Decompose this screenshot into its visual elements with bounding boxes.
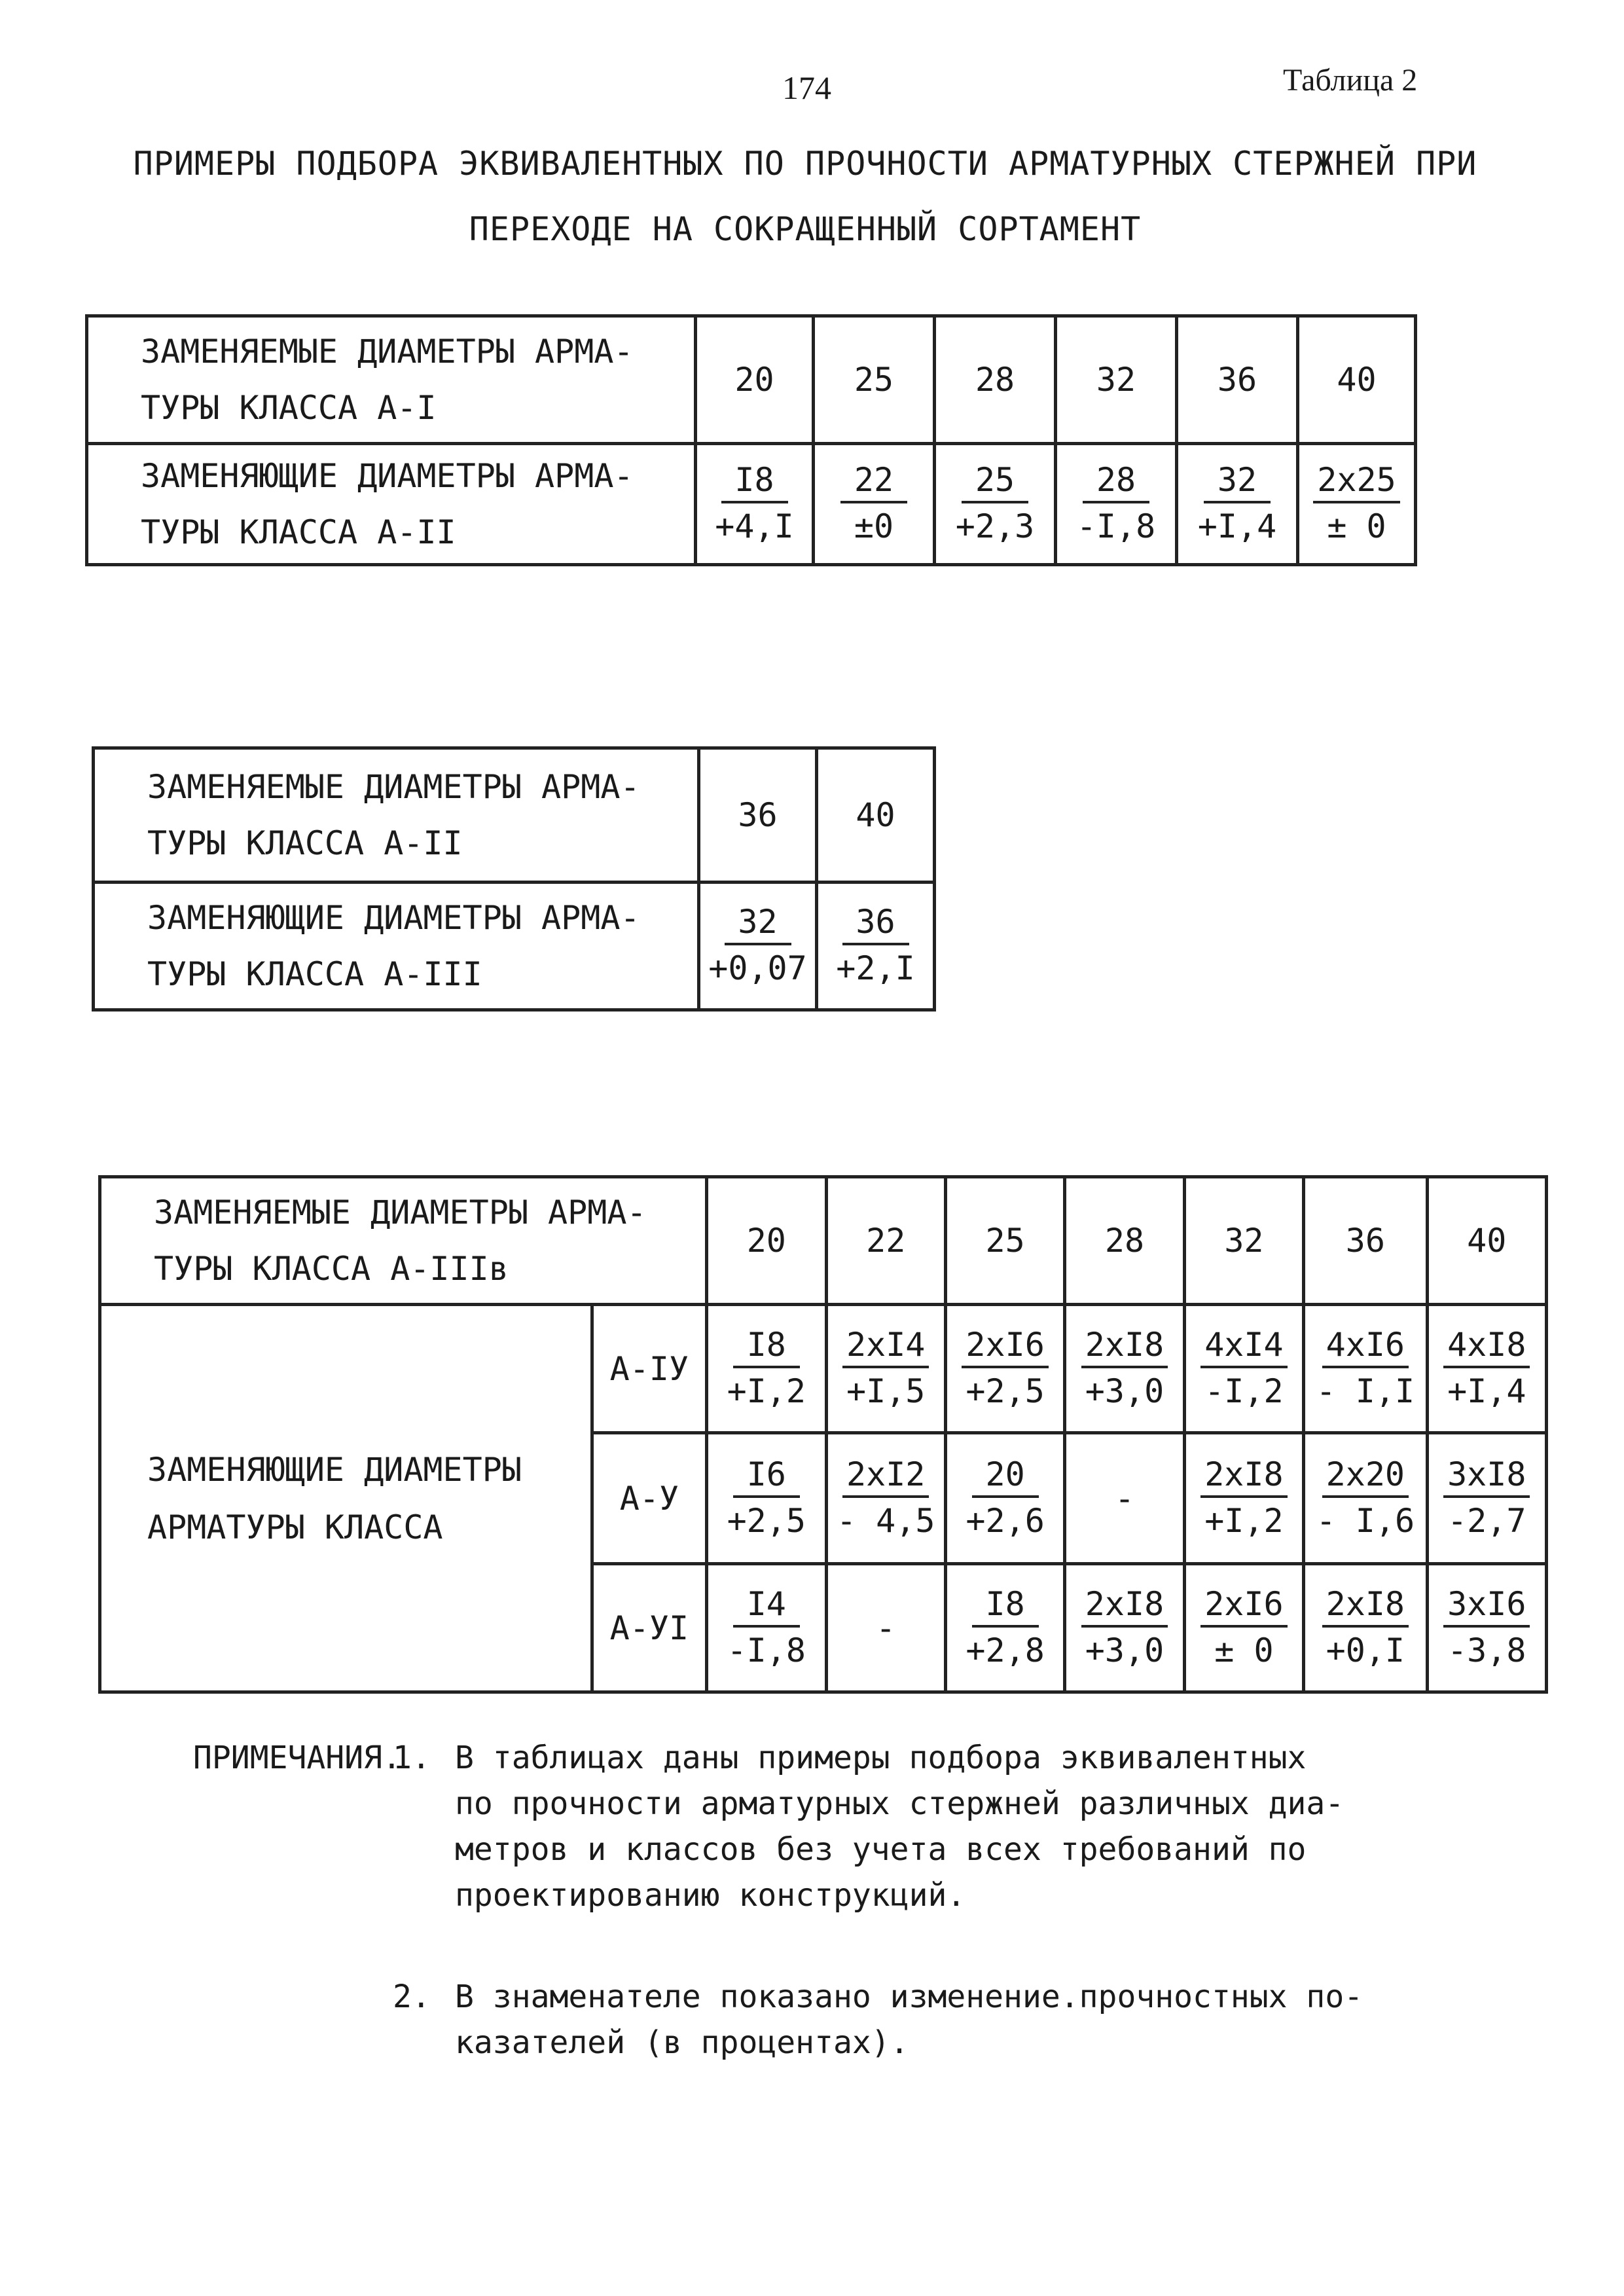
fraction-cell: 2xI6 +2,5 <box>945 1305 1064 1433</box>
fraction-cell: 4xI8 +I,4 <box>1427 1305 1546 1433</box>
column-header: 36 <box>1304 1177 1427 1305</box>
fraction-cell: 4xI4 -I,2 <box>1184 1305 1303 1433</box>
column-header: 28 <box>935 316 1056 444</box>
table-label: Таблица 2 <box>1283 63 1418 98</box>
column-header: 32 <box>1056 316 1177 444</box>
column-header: 22 <box>826 1177 945 1305</box>
fraction-cell: 2xI6 ± 0 <box>1184 1564 1303 1692</box>
fraction-cell: 25 +2,3 <box>935 444 1056 565</box>
table-class-a2 <box>92 746 936 1011</box>
fraction-cell: I8 +I,2 <box>707 1305 826 1433</box>
fraction-cell: 3xI8 -2,7 <box>1427 1433 1546 1564</box>
replaced-diameters-header: ЗАМЕНЯЕМЫЕ ДИАМЕТРЫ АРМА- ТУРЫ КЛАССА А-II <box>94 748 699 883</box>
table-class-a3v <box>98 1175 1548 1694</box>
class-label: А-У <box>592 1433 706 1564</box>
fraction-cell: I8 +2,8 <box>945 1564 1064 1692</box>
column-header: 20 <box>696 316 814 444</box>
fraction-cell: 22 ±0 <box>814 444 935 565</box>
title-line-1: ПРИМЕРЫ ПОДБОРА ЭКВИВАЛЕНТНЫХ ПО ПРОЧНОСТИ АРМАТУРНЫХ СТЕРЖНЕЙ ПРИ <box>133 145 1477 183</box>
note-item: 2. В знаменателе показано изменение.прочностных по- казателей (в процентах). <box>455 1974 1476 2066</box>
fraction-cell: 2xI8 +I,2 <box>1184 1433 1303 1564</box>
class-label: А-IУ <box>592 1305 706 1433</box>
fraction-cell: 20 +2,6 <box>945 1433 1064 1564</box>
column-header: 40 <box>1427 1177 1546 1305</box>
replacing-diameters-header: ЗАМЕНЯЮЩИЕ ДИАМЕТРЫ АРМАТУРЫ КЛАССА <box>100 1305 592 1692</box>
note-number: 1. <box>393 1740 431 1776</box>
fraction-cell: 2x20 - I,6 <box>1304 1433 1427 1564</box>
fraction-cell: 36 +2,I <box>817 883 935 1010</box>
class-label: А-УI <box>592 1564 706 1692</box>
fraction-cell: 32 +0,07 <box>699 883 817 1010</box>
fraction-cell: 2x25 ± 0 <box>1298 444 1416 565</box>
replacing-diameters-header: ЗАМЕНЯЮЩИЕ ДИАМЕТРЫ АРМА- ТУРЫ КЛАССА А-II <box>87 444 696 565</box>
note-item: 1. В таблицах даны примеры подбора эквивалентных по прочности арматурных стержней различных диа- метров и классов без учета всех требований по проектированию конструкций. <box>455 1735 1476 1918</box>
column-header: 25 <box>814 316 935 444</box>
fraction-cell: I4 -I,8 <box>707 1564 826 1692</box>
column-header: 28 <box>1065 1177 1184 1305</box>
fraction-cell: 32 +I,4 <box>1177 444 1298 565</box>
fraction-cell: I6 +2,5 <box>707 1433 826 1564</box>
replacing-diameters-header: ЗАМЕНЯЮЩИЕ ДИАМЕТРЫ АРМА- ТУРЫ КЛАССА А-III <box>94 883 699 1010</box>
page-number: 174 <box>782 69 831 106</box>
replaced-diameters-header: ЗАМЕНЯЕМЫЕ ДИАМЕТРЫ АРМА- ТУРЫ КЛАССА А-I <box>87 316 696 444</box>
fraction-cell: 2xI8 +3,0 <box>1065 1564 1184 1692</box>
note-number: 2. <box>393 1978 431 2015</box>
page-title <box>79 131 1532 262</box>
fraction-cell: 2xI8 +3,0 <box>1065 1305 1184 1433</box>
column-header: 25 <box>945 1177 1064 1305</box>
title-line-2: ПЕРЕХОДЕ НА СОКРАЩЕННЫЙ СОРТАМЕНТ <box>469 210 1142 248</box>
fraction-cell: 3xI6 -3,8 <box>1427 1564 1546 1692</box>
fraction-cell: 2xI2 - 4,5 <box>826 1433 945 1564</box>
replaced-diameters-header: ЗАМЕНЯЕМЫЕ ДИАМЕТРЫ АРМА- ТУРЫ КЛАССА А-IIIв <box>100 1177 707 1305</box>
notes-label: ПРИМЕЧАНИЯ. <box>193 1740 401 1776</box>
fraction-cell: 28 -I,8 <box>1056 444 1177 565</box>
fraction-cell: 4xI6 - I,I <box>1304 1305 1427 1433</box>
column-header: 36 <box>1177 316 1298 444</box>
fraction-cell: 2xI8 +0,I <box>1304 1564 1427 1692</box>
table-class-a1 <box>85 314 1417 566</box>
empty-dash-cell: - <box>1065 1433 1184 1564</box>
fraction-cell: 2xI4 +I,5 <box>826 1305 945 1433</box>
fraction-cell: I8 +4,I <box>696 444 814 565</box>
empty-dash-cell: - <box>826 1564 945 1692</box>
column-header: 40 <box>1298 316 1416 444</box>
column-header: 20 <box>707 1177 826 1305</box>
column-header: 40 <box>817 748 935 883</box>
column-header: 36 <box>699 748 817 883</box>
column-header: 32 <box>1184 1177 1303 1305</box>
